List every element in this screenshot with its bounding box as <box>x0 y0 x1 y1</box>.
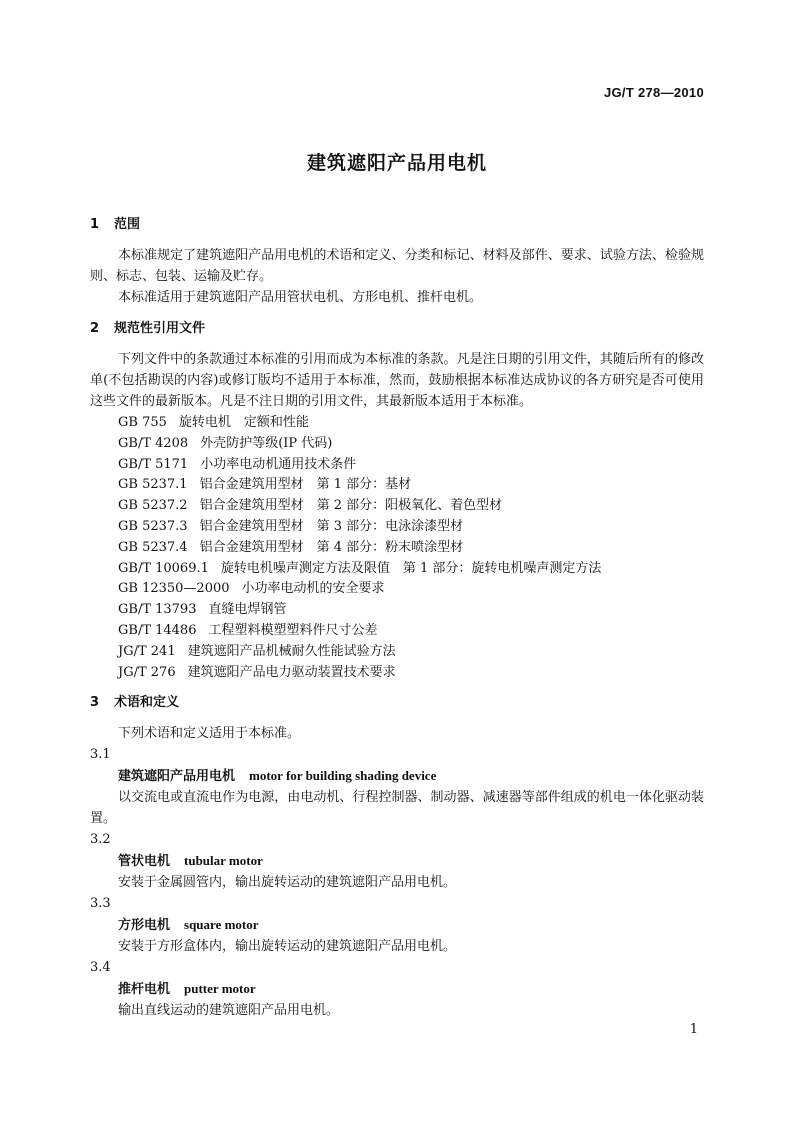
term-entry <box>90 744 704 829</box>
reference-title: 铝合金建筑用型材 第 4 部分：粉末喷涂型材 <box>199 539 464 555</box>
section-title: 术语和定义 <box>114 695 180 711</box>
reference-item <box>90 662 704 683</box>
term-definition: 安装于金属圆管内，输出旋转运动的建筑遮阳产品用电机。 <box>118 875 457 891</box>
references-intro: 下列文件中的条款通过本标准的引用而成为本标准的条款。凡是注日期的引用文件，其随后所有的修改单(不包括勘误的内容)或修订版均不适用于本标准，然而，鼓励根据本标准达成协议的各方研究是否可使用这些文件的最新版本。凡是不注日期的引用文件，其最新版本适用于本标准。 <box>90 352 704 409</box>
term-zh: 管状电机 <box>118 854 171 870</box>
section-number: 1 <box>90 217 100 232</box>
reference-title: 铝合金建筑用型材 第 2 部分：阳极氧化、着色型材 <box>199 498 503 514</box>
reference-code: GB/T 10069.1 <box>118 560 209 576</box>
term-entry <box>90 893 704 957</box>
section-1-heading <box>90 214 704 235</box>
reference-item <box>90 578 704 599</box>
reference-item <box>90 558 704 579</box>
reference-code: GB 5237.1 <box>118 477 188 493</box>
term-title <box>90 914 704 936</box>
term-en: putter motor <box>184 981 256 997</box>
reference-item <box>90 474 704 495</box>
reference-title: 外壳防护等级(IP 代码) <box>200 435 333 451</box>
section-title: 规范性引用文件 <box>114 321 206 336</box>
reference-item <box>90 599 704 620</box>
reference-title: 旋转电机噪声测定方法及限值 第 1 部分：旋转电机噪声测定方法 <box>220 560 602 576</box>
reference-title: 旋转电机 定额和性能 <box>178 415 309 430</box>
reference-code: GB 755 <box>118 415 167 430</box>
reference-title: 铝合金建筑用型材 第 1 部分：基材 <box>199 477 412 493</box>
terms-intro: 下列术语和定义适用于本标准。 <box>118 726 301 742</box>
term-number: 3.4 <box>90 960 111 976</box>
section-title: 范围 <box>114 217 141 232</box>
term-number: 3.2 <box>90 832 111 848</box>
term-number: 3.1 <box>90 747 111 763</box>
term-zh: 建筑遮阳产品用电机 <box>118 769 236 785</box>
reference-item <box>90 516 704 537</box>
reference-code: GB/T 13793 <box>118 602 197 618</box>
term-en: motor for building shading device <box>249 768 437 784</box>
reference-code: GB 12350—2000 <box>118 581 230 597</box>
reference-title: 小功率电动机的安全要求 <box>241 581 385 597</box>
reference-item <box>90 412 704 433</box>
term-definition: 以交流电或直流电作为电源，由电动机、行程控制器、制动器、减速器等部件组成的机电一体化驱动装置。 <box>90 790 704 827</box>
reference-title: 工程塑料模塑塑料件尺寸公差 <box>208 622 378 638</box>
term-definition: 输出直线运动的建筑遮阳产品用电机。 <box>118 1003 340 1019</box>
reference-code: JG/T 276 <box>118 664 176 680</box>
reference-code: GB/T 4208 <box>118 435 189 451</box>
reference-code: GB 5237.4 <box>118 539 188 555</box>
term-en: tubular motor <box>184 853 263 869</box>
term-number: 3.3 <box>90 896 111 912</box>
term-en: square motor <box>184 917 259 933</box>
reference-title: 建筑遮阳产品电力驱动装置技术要求 <box>187 664 396 680</box>
term-title <box>90 978 704 1000</box>
reference-title: 铝合金建筑用型材 第 3 部分：电泳涂漆型材 <box>199 518 464 534</box>
section-3-heading <box>90 692 704 713</box>
reference-item <box>90 454 704 475</box>
document-body <box>90 214 704 1021</box>
reference-item <box>90 641 704 662</box>
term-title <box>90 850 704 872</box>
reference-code: GB 5237.3 <box>118 518 188 534</box>
reference-item <box>90 433 704 454</box>
section-2-heading <box>90 318 704 339</box>
reference-item <box>90 495 704 516</box>
reference-title: 小功率电动机通用技术条件 <box>200 456 357 472</box>
reference-code: GB 5237.2 <box>118 498 188 514</box>
term-entry <box>90 829 704 893</box>
section-number: 3 <box>90 695 100 711</box>
reference-title: 直缝电焊钢管 <box>208 602 287 618</box>
term-entry <box>90 957 704 1021</box>
document-title: 建筑遮阳产品用电机 <box>306 152 487 174</box>
scope-paragraph: 本标准适用于建筑遮阳产品用管状电机、方形电机、推杆电机。 <box>118 290 483 305</box>
reference-code: JG/T 241 <box>118 643 176 659</box>
term-definition: 安装于方形盒体内，输出旋转运动的建筑遮阳产品用电机。 <box>118 939 457 955</box>
term-zh: 方形电机 <box>118 918 171 934</box>
standard-number: JG/T 278—2010 <box>603 85 704 100</box>
page-number: 1 <box>689 1022 698 1037</box>
term-zh: 推杆电机 <box>118 982 171 998</box>
reference-item <box>90 620 704 641</box>
reference-code: GB/T 5171 <box>118 456 189 472</box>
reference-item <box>90 537 704 558</box>
term-title <box>90 765 704 787</box>
reference-list <box>90 412 704 682</box>
reference-title: 建筑遮阳产品机械耐久性能试验方法 <box>187 643 396 659</box>
section-number: 2 <box>90 321 100 336</box>
reference-code: GB/T 14486 <box>118 622 197 638</box>
scope-paragraph: 本标准规定了建筑遮阳产品用电机的术语和定义、分类和标记、材料及部件、要求、试验方法、检验规则、标志、包装、运输及贮存。 <box>90 248 704 284</box>
